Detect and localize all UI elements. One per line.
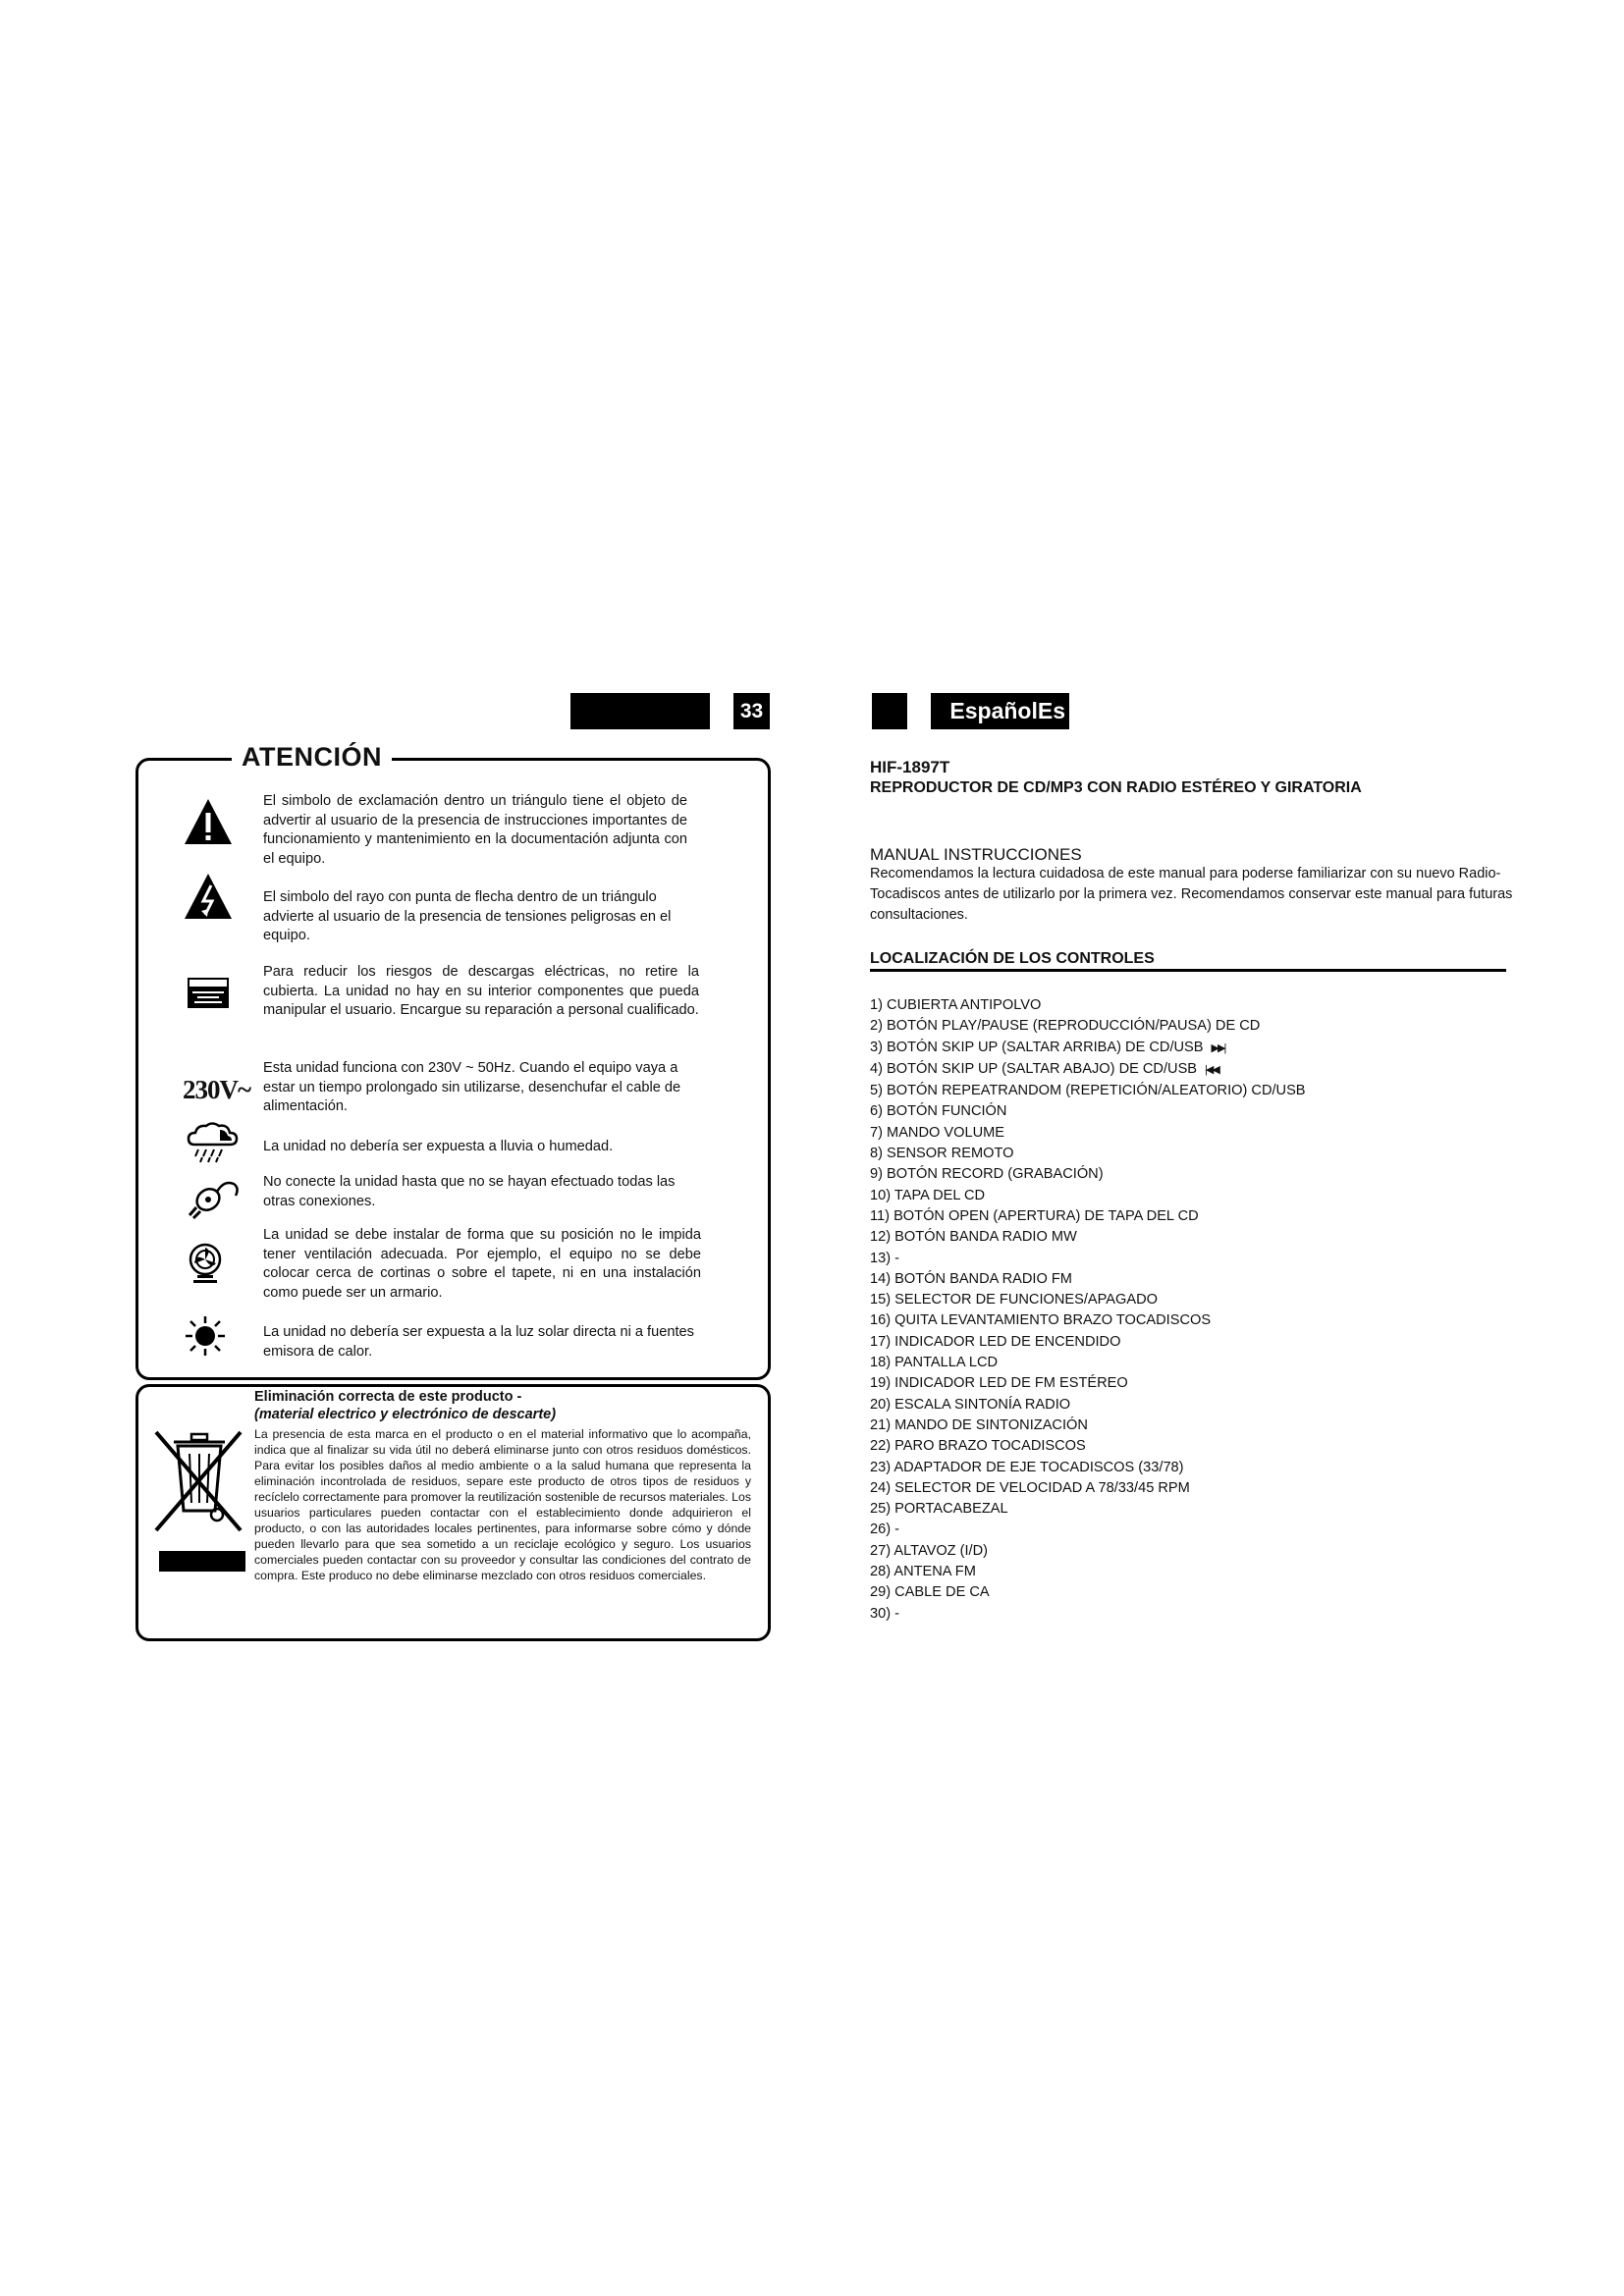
attention-text-8: La unidad no debería ser expuesta a la luz solar directa ni a fuentes emisora de calor. [263, 1324, 694, 1360]
list-item: 12) BOTÓN BANDA RADIO MW [870, 1229, 1077, 1246]
list-item: 11) BOTÓN OPEN (APERTURA) DE TAPA DEL CD [870, 1207, 1199, 1224]
caution-label-icon [188, 978, 229, 1008]
crossed-bin-icon [152, 1428, 245, 1534]
attention-text-2: El simbolo del rayo con punta de flecha dentro de un triángulo advierte al usuario de la presencia de tensiones peligrosas en el equipo. [263, 889, 672, 943]
skip-previous-icon: |◀◀ [1205, 1063, 1218, 1076]
disposal-body: La presencia de esta marca en el producto o en el material informativo que lo acompaña, indica que al finalizar su vida útil no deberá eliminarse junto con otros residuos domésticos. Para evitar los posibles daños al medio ambiente o a la salud humana que representa la eliminación incontrolada de residuos, separe este producto de otros tipos de residuos y recíclelo correctamente para promover la reutilización sostenible de recursos materiales. Los usuarios particulares pueden contactar con el establecimiento donde adquirieron el producto, o con las autoridades locales pertinentes, para informarse sobre cómo y dónde pueden llevarlo para que sea sometido a un reciclaje ecológico y seguro. Los usuarios comerciales pueden contactar con su proveedor y consultar las condiciones del contrato de compra. Este produco no debe eliminarse mezclado con otros residuos comerciales. [254, 1427, 751, 1582]
ventilation-icon [186, 1242, 225, 1285]
list-item: 8) SENSOR REMOTO [870, 1146, 1014, 1162]
list-item: 19) INDICADOR LED DE FM ESTÉREO [870, 1375, 1128, 1392]
list-item: 9) BOTÓN RECORD (GRABACIÓN) [870, 1166, 1104, 1183]
language-label: EspañolEs [931, 693, 1069, 729]
rain-cloud-icon [185, 1121, 240, 1164]
list-item: 26) - [870, 1522, 900, 1538]
list-item: 25) PORTACABEZAL [870, 1501, 1008, 1518]
list-item: 24) SELECTOR DE VELOCIDAD A 78/33/45 RPM [870, 1479, 1190, 1496]
attention-title: ATENCIÓN [232, 742, 392, 773]
sun-icon [185, 1315, 226, 1357]
list-item: 7) MANDO VOLUME [870, 1124, 1005, 1141]
list-item: 1) CUBIERTA ANTIPOLVO [870, 997, 1042, 1013]
page-number: 33 [733, 693, 770, 729]
attention-text-6: No conecte la unidad hasta que no se hayan efectuado todas las otras conexiones. [263, 1174, 676, 1209]
attention-text-7: La unidad se debe instalar de forma que su posición no le impida tener ventilación adecuada. Por ejemplo, el equipo no se debe colocar cerca de cortinas o sobre el tapete, ni en una instalación como puede ser un armario. [263, 1227, 701, 1301]
list-item: 13) - [870, 1250, 900, 1266]
list-item: 29) CABLE DE CA [870, 1584, 990, 1601]
attention-text-4: Esta unidad funciona con 230V ~ 50Hz. Cuando el equipo vaya a estar un tiempo prolongado sin utilizarse, desenchufar el cable de alimentación. [263, 1060, 681, 1114]
attention-text-5: La unidad no debería ser expuesta a lluvia o humedad. [263, 1139, 614, 1154]
manual-text: Recomendamos la lectura cuidadosa de este manual para poderse familiarizar con su nuevo Radio-Tocadiscos antes de utilizarlo por la primera vez. Recomendamos conservar este manual para futuras consultaciones. [870, 866, 1513, 923]
list-item: 18) PANTALLA LCD [870, 1355, 999, 1371]
list-item: 21) MANDO DE SINTONIZACIÓN [870, 1416, 1088, 1433]
list-item: 23) ADAPTADOR DE EJE TOCADISCOS (33/78) [870, 1459, 1184, 1475]
list-item: 20) ESCALA SINTONÍA RADIO [870, 1396, 1071, 1413]
list-item: 22) PARO BRAZO TOCADISCOS [870, 1438, 1086, 1455]
list-item: 2) BOTÓN PLAY/PAUSE (REPRODUCCIÓN/PAUSA) DE CD [870, 1018, 1261, 1035]
list-item: 6) BOTÓN FUNCIÓN [870, 1103, 1007, 1120]
list-item: 16) QUITA LEVANTAMIENTO BRAZO TOCADISCOS [870, 1312, 1212, 1329]
attention-text-3: Para reducir los riesgos de descargas eléctricas, no retire la cubierta. La unidad no hay en su interior componentes que pueda manipular el usuario. Encargue su reparación a personal cualificado. [263, 964, 699, 1018]
skip-next-icon: ▶▶| [1211, 1041, 1225, 1054]
header-black-square [872, 693, 907, 729]
exclamation-triangle-icon [183, 797, 234, 846]
list-item: 27) ALTAVOZ (I/D) [870, 1542, 989, 1559]
disposal-subtitle: (material electrico y electrónico de descarte) [254, 1407, 557, 1422]
plug-icon [187, 1174, 240, 1219]
list-item: 17) INDICADOR LED DE ENCENDIDO [870, 1333, 1121, 1350]
list-item: 10) TAPA DEL CD [870, 1187, 986, 1203]
list-item: 3) BOTÓN SKIP UP (SALTAR ARRIBA) DE CD/USB ▶▶| [870, 1039, 1225, 1055]
list-item: 4) BOTÓN SKIP UP (SALTAR ABAJO) DE CD/USB |◀◀ [870, 1060, 1218, 1077]
disposal-black-bar [159, 1551, 245, 1572]
model-number: HIF-1897T [870, 758, 950, 776]
list-item: 15) SELECTOR DE FUNCIONES/APAGADO [870, 1292, 1159, 1308]
lightning-triangle-icon [183, 872, 234, 921]
attention-text-1: El simbolo de exclamación dentro un triángulo tiene el objeto de advertir al usuario de la presencia de instrucciones importantes de funcionamiento y mantenimiento en la documentación adjunta con el equipo. [263, 793, 687, 867]
manual-heading: MANUAL INSTRUCCIONES [870, 845, 1082, 864]
header-black-bar-left [570, 693, 710, 729]
list-item: 30) - [870, 1605, 900, 1622]
list-item: 5) BOTÓN REPEATRANDOM (REPETICIÓN/ALEATORIO) CD/USB [870, 1083, 1306, 1099]
voltage-icon: 230V~ [183, 1075, 251, 1104]
disposal-title: Eliminación correcta de este producto - [254, 1389, 522, 1405]
controls-heading: LOCALIZACIÓN DE LOS CONTROLES [870, 950, 1155, 967]
list-item: 28) ANTENA FM [870, 1564, 976, 1580]
product-subtitle: REPRODUCTOR DE CD/MP3 CON RADIO ESTÉREO Y GIRATORIA [870, 779, 1362, 796]
controls-heading-rule [870, 969, 1506, 972]
list-item: 14) BOTÓN BANDA RADIO FM [870, 1270, 1072, 1287]
controls-list [870, 995, 1306, 1625]
